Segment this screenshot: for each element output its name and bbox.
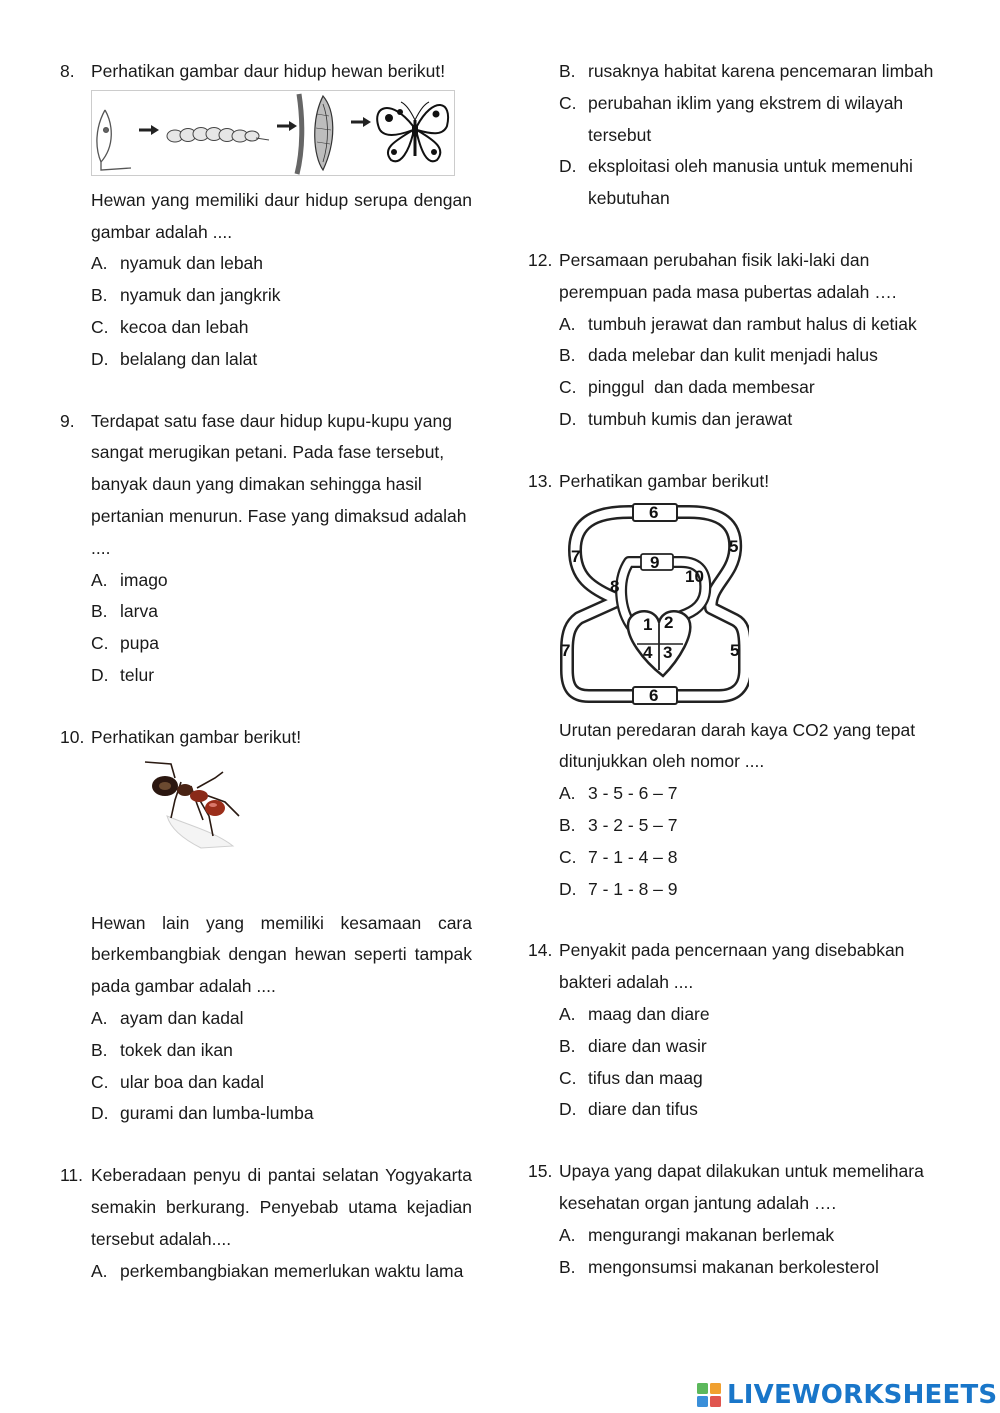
option-text: maag dan diare	[588, 1003, 710, 1024]
option-letter: B.	[559, 61, 576, 81]
option-text: larva	[120, 601, 158, 622]
option-text: tifus dan maag	[588, 1067, 703, 1088]
question-10	[60, 722, 472, 1130]
option-letter: D.	[91, 348, 109, 369]
question-14	[528, 935, 948, 1126]
question-9	[60, 406, 472, 692]
option-text: tumbuh jerawat dan rambut halus di ketiak	[588, 313, 917, 334]
answer-options	[559, 56, 948, 215]
option-a[interactable]	[559, 1220, 948, 1252]
answer-options	[91, 1003, 472, 1130]
label-4: 4	[643, 642, 653, 662]
question-8	[60, 56, 472, 376]
option-letter: D.	[559, 1099, 577, 1120]
option-b[interactable]	[559, 56, 948, 88]
option-text: nyamuk dan jangkrik	[120, 285, 281, 306]
option-text: pupa	[120, 633, 159, 654]
option-text: tumbuh kumis dan jerawat	[588, 408, 793, 429]
right-column	[528, 56, 948, 1313]
label-9: 9	[650, 552, 660, 572]
option-letter: C.	[91, 316, 109, 337]
option-letter: D.	[91, 1103, 109, 1124]
label-5-top: 5	[729, 536, 739, 556]
lifecycle-figure	[91, 90, 472, 181]
answer-options	[559, 309, 948, 436]
option-b[interactable]	[559, 340, 948, 372]
label-3: 3	[663, 642, 673, 662]
option-c[interactable]	[91, 1067, 472, 1099]
option-letter: C.	[91, 633, 109, 654]
option-b[interactable]	[91, 280, 472, 312]
option-text: rusaknya habitat karena pencemaran limbah	[588, 61, 934, 81]
liveworksheets-logo[interactable]	[697, 1377, 997, 1413]
option-letter: A.	[91, 1007, 108, 1028]
option-letter: C.	[559, 1067, 577, 1088]
option-text: pinggul dan dada membesar	[588, 377, 815, 398]
option-text: ayam dan kadal	[120, 1007, 244, 1028]
label-10: 10	[685, 566, 704, 586]
answer-options	[91, 565, 472, 692]
question-prompt: Keberadaan penyu di pantai selatan Yogyakarta semakin berkurang. Penyebab utama kejadian tersebut adalah....	[91, 1165, 472, 1249]
blood-circulation-diagram	[559, 500, 749, 708]
option-letter: A.	[559, 1224, 576, 1245]
option-text: belalang dan lalat	[120, 348, 258, 369]
option-letter: C.	[559, 846, 577, 867]
option-a[interactable]	[91, 1256, 472, 1288]
option-b[interactable]	[559, 810, 948, 842]
option-letter: B.	[559, 345, 576, 366]
option-letter: C.	[559, 377, 577, 398]
option-a[interactable]	[559, 778, 948, 810]
option-letter: A.	[91, 1260, 108, 1281]
option-b[interactable]	[91, 1035, 472, 1067]
question-13	[528, 466, 948, 906]
question-followup: Hewan yang memiliki daur hidup serupa dengan gambar adalah ....	[91, 189, 472, 242]
question-11-continued	[528, 56, 948, 215]
logo-grid-icon	[697, 1383, 721, 1407]
option-text: telur	[120, 664, 155, 685]
option-d[interactable]	[559, 151, 948, 215]
option-c[interactable]	[91, 312, 472, 344]
question-prompt: Terdapat satu fase daur hidup kupu-kupu yang sangat merugikan petani. Pada fase tersebut, banyak daun yang dimakan sehingga hasil pertanian menurun. Fase yang dimaksud adalah ....	[91, 410, 467, 558]
question-number: 9.	[60, 410, 75, 431]
label-1: 1	[643, 614, 653, 634]
option-c[interactable]	[559, 842, 948, 874]
left-column	[60, 56, 472, 1317]
option-a[interactable]	[91, 1003, 472, 1035]
option-text: imago	[120, 569, 168, 590]
option-text: diare dan tifus	[588, 1099, 698, 1120]
circulation-figure	[559, 500, 948, 713]
option-text: perkembangbiakan memerlukan waktu lama	[120, 1260, 464, 1281]
option-letter: D.	[559, 408, 577, 429]
label-5-bottom: 5	[730, 640, 740, 660]
option-text: mengonsumsi makanan berkolesterol	[588, 1256, 879, 1277]
answer-options	[559, 1220, 948, 1284]
option-text: 3 - 5 - 6 – 7	[588, 783, 678, 804]
option-text: 7 - 1 - 8 – 9	[588, 878, 678, 899]
option-c[interactable]	[559, 1063, 948, 1095]
question-15	[528, 1156, 948, 1283]
question-number: 13.	[528, 470, 553, 491]
option-text: 7 - 1 - 4 – 8	[588, 846, 678, 867]
option-c[interactable]	[91, 628, 472, 660]
question-number: 8.	[60, 61, 75, 81]
option-text: gurami dan lumba-lumba	[120, 1103, 314, 1124]
label-7-top: 7	[571, 546, 581, 566]
question-followup: Urutan peredaran darah kaya CO2 yang tepat ditunjukkan oleh nomor ....	[559, 719, 916, 772]
option-letter: B.	[559, 1256, 576, 1277]
option-letter: D.	[559, 156, 577, 177]
question-prompt: Perhatikan gambar berikut!	[91, 726, 302, 747]
question-prompt: Persamaan perubahan fisik laki-laki dan perempuan pada masa pubertas adalah ….	[559, 249, 897, 302]
question-prompt: Perhatikan gambar daur hidup hewan berikut!	[91, 61, 446, 81]
ant-icon	[141, 756, 251, 856]
question-12	[528, 245, 948, 436]
answer-options	[91, 1256, 472, 1288]
option-text: diare dan wasir	[588, 1035, 707, 1056]
option-letter: B.	[559, 814, 576, 835]
label-8: 8	[610, 576, 620, 596]
question-prompt: Perhatikan gambar berikut!	[559, 470, 770, 491]
label-6-bottom: 6	[649, 685, 659, 705]
butterfly-lifecycle-image	[91, 90, 455, 176]
option-b[interactable]	[559, 1252, 948, 1284]
option-text: tokek dan ikan	[120, 1039, 233, 1060]
option-d[interactable]	[91, 660, 472, 692]
option-text: nyamuk dan lebah	[120, 253, 264, 274]
option-a[interactable]	[91, 565, 472, 597]
answer-options	[91, 248, 472, 375]
option-d[interactable]	[559, 404, 948, 436]
option-d[interactable]	[559, 1094, 948, 1126]
question-number: 14.	[528, 940, 553, 961]
option-letter: D.	[91, 664, 109, 685]
question-number: 11.	[60, 1165, 84, 1186]
ant-figure	[91, 756, 472, 876]
option-letter: A.	[91, 253, 108, 274]
option-b[interactable]	[91, 596, 472, 628]
option-letter: A.	[91, 569, 108, 590]
question-followup: Hewan lain yang memiliki kesamaan cara berkembangbiak dengan hewan seperti tampak pada gambar adalah ....	[91, 912, 472, 997]
option-d[interactable]	[91, 1098, 472, 1130]
option-text: perubahan iklim yang ekstrem di wilayah tersebut	[588, 92, 904, 145]
question-prompt: Upaya yang dapat dilakukan untuk memelihara kesehatan organ jantung adalah ….	[559, 1161, 924, 1213]
option-c[interactable]	[559, 372, 948, 404]
question-number: 12.	[528, 249, 553, 270]
option-b[interactable]	[559, 1031, 948, 1063]
option-text: dada melebar dan kulit menjadi halus	[588, 345, 878, 366]
label-6-top: 6	[649, 502, 659, 522]
question-11	[60, 1160, 472, 1287]
option-letter: B.	[91, 601, 108, 622]
answer-options	[559, 999, 948, 1126]
question-number: 10.	[60, 726, 85, 747]
option-text: kecoa dan lebah	[120, 316, 249, 337]
option-letter: B.	[91, 1039, 108, 1060]
option-a[interactable]	[559, 309, 948, 341]
option-letter: A.	[559, 1003, 576, 1024]
option-text: eksploitasi oleh manusia untuk memenuhi kebutuhan	[588, 156, 913, 209]
option-text: ular boa dan kadal	[120, 1071, 264, 1092]
question-prompt: Penyakit pada pencernaan yang disebabkan bakteri adalah ....	[559, 940, 905, 993]
option-c[interactable]	[559, 88, 948, 152]
question-number: 15.	[528, 1161, 553, 1182]
logo-text: LIVEWORKSHEETS	[727, 1380, 998, 1410]
option-d[interactable]	[91, 344, 472, 376]
label-2: 2	[664, 612, 674, 632]
answer-options	[559, 778, 948, 905]
option-a[interactable]	[91, 248, 472, 280]
label-7-bottom: 7	[561, 640, 571, 660]
option-letter: D.	[559, 878, 577, 899]
option-text: 3 - 2 - 5 – 7	[588, 814, 678, 835]
option-letter: B.	[91, 285, 108, 306]
option-letter: C.	[91, 1071, 109, 1092]
option-a[interactable]	[559, 999, 948, 1031]
option-d[interactable]	[559, 874, 948, 906]
option-letter: C.	[559, 92, 577, 113]
option-letter: B.	[559, 1035, 576, 1056]
option-letter: A.	[559, 313, 576, 334]
option-text: mengurangi makanan berlemak	[588, 1224, 835, 1245]
option-letter: A.	[559, 783, 576, 804]
